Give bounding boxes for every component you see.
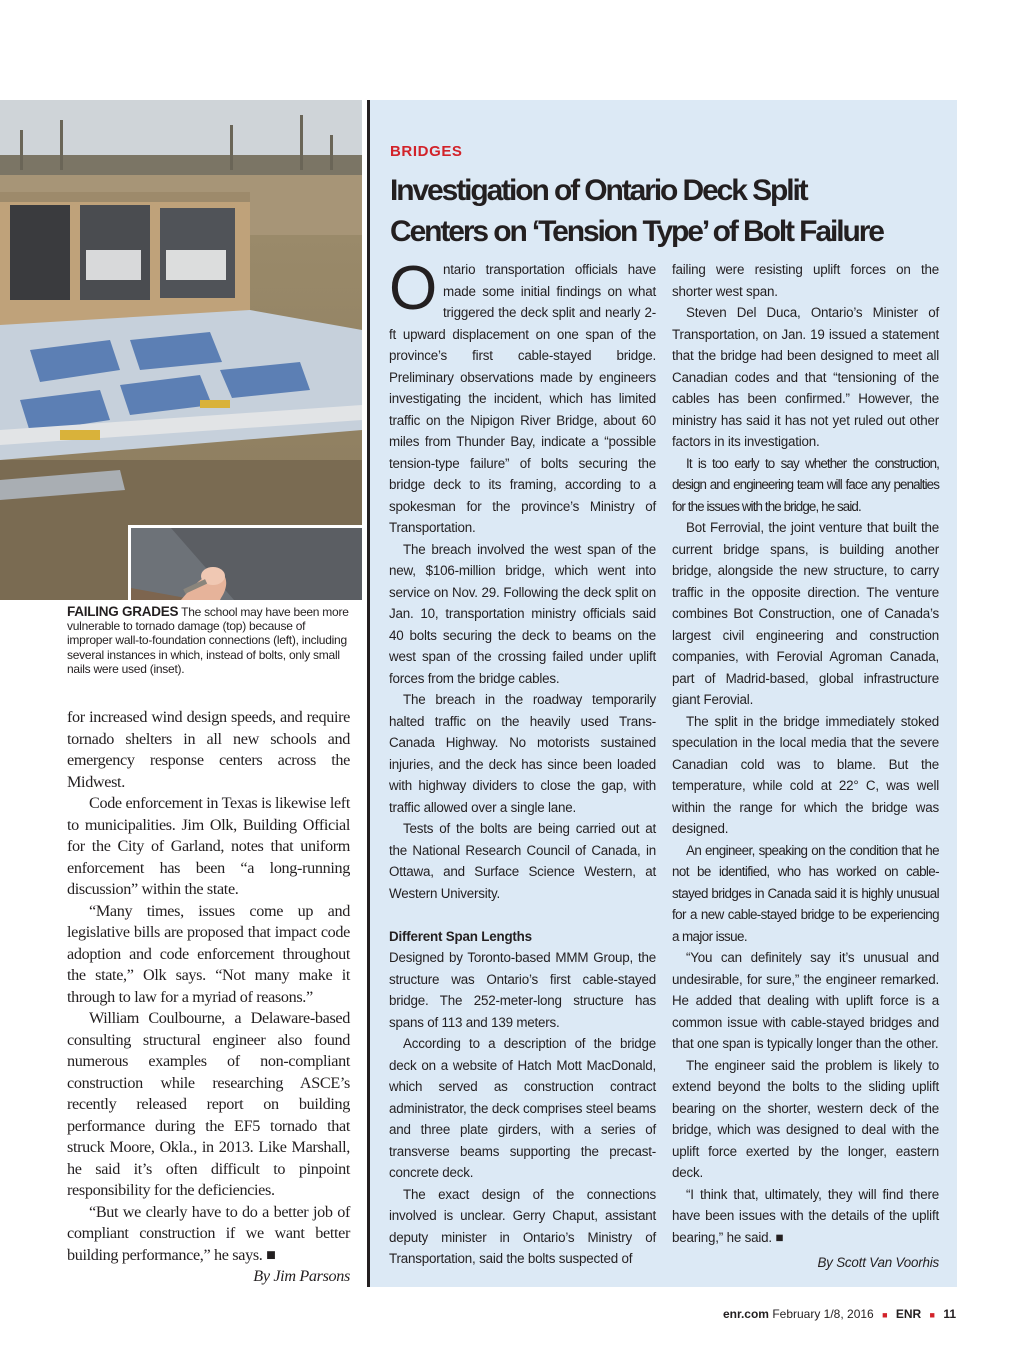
sidebar-paragraph: It is too early to say whether the construction, design and engineering team will face any penalties for the issues with the bridge, he said.	[672, 455, 939, 514]
sidebar-paragraph: Steven Del Duca, Ontario’s Minister of Transportation, on Jan. 19 issued a statement that the bridge had been designed to meet all Canadian codes and that “tensioning of the cables has been confirmed.” However, the ministry has said it has not yet ruled out other factors in its investigation.	[672, 305, 939, 449]
lead-text: ntario transportation officials have made some initial findings on what triggered the deck split and nearly 2-ft upward displacement on one span of the province’s first cable-stayed bridge. Preliminary observations made by engineers investigating the incident, which has limited traffic on the Nipigon River Bridge, about 60 miles from Thunder Bay, indicate a “possible tension-type failure” of bolts securing the bridge deck to its framing, according to a spokesman for the province’s Ministry of Transportation.	[389, 262, 656, 535]
sidebar-paragraph: An engineer, speaking on the condition that he not be identified, who has worked on cable-stayed bridges in Canada said it is highly unusual for a new cable-stayed bridge to be experiencing a major issue.	[672, 842, 939, 944]
caption-body: The school may have been more vulnerable to tornado damage (top) because of improper wall-to-foundation connections (left), including several instances in which, instead of bolts, only small nails were used (inset).	[67, 605, 349, 676]
sidebar-paragraph: The split in the bridge immediately stoked speculation in the local media that the severe Canadian cold was to blame. But the temperature, while cold at 22° C, was well within the range for which the bridge was designed.	[672, 713, 939, 836]
photo-caption	[67, 605, 352, 676]
nail-in-hand-photo-icon	[131, 528, 362, 600]
sidebar-column-2	[672, 259, 939, 1274]
drop-cap: O	[389, 254, 438, 323]
story-paragraph: “But we clearly have to do a better job of compliant construction if we want better building performance,” he says. ■	[67, 1202, 350, 1264]
story-byline: By Jim Parsons	[253, 1267, 350, 1285]
sidebar-column-1	[389, 254, 656, 1270]
sidebar-paragraph: The engineer said the problem is likely to extend beyond the bolts to the sliding uplift bearing on the shorter, western deck of the bridge, which was designed to deal with the uplift force exerted by the longer, eastern deck.	[672, 1057, 939, 1180]
sidebar-paragraph: Tests of the bolts are being carried out at the National Research Council of Canada, in Ottawa, and Surface Science Western, at Western University.	[389, 821, 656, 901]
sidebar-kicker: BRIDGES	[390, 143, 463, 160]
story-paragraph: “Many times, issues come up and legislative bills are proposed that impact code adoption and code enforcement throughout the state,” Olk says. “Not many make it through to law for a myriad of reasons.”	[67, 901, 350, 1006]
sidebar-subhead: Different Span Lengths	[389, 928, 532, 944]
sidebar-paragraph	[389, 254, 656, 539]
story-paragraph: Code enforcement in Texas is likewise left to municipalities. Jim Olk, Building Official for the City of Garland, notes that uniform enforcement has been “a long-running discussion” within the state.	[67, 794, 350, 898]
headline-line-2: Centers on ‘Tension Type’ of Bolt Failure	[390, 215, 883, 248]
sidebar-paragraph: The breach involved the west span of the new, $106-million bridge, which went into service on Nov. 29. Following the deck split on Jan. 10, transportation ministry officials said 40 bolts securing the deck to beams on the west span of the crossing failed under uplift forces from the bridge cables.	[389, 541, 656, 686]
footer-site: enr.com	[722, 1307, 769, 1321]
sidebar-paragraph: “You can definitely say it’s unusual and undesirable, for sure,” the engineer remarked. He added that dealing with uplift force is a common issue with cable-stayed bridges and that one span is typically longer than the other.	[672, 950, 939, 1051]
story-paragraph: William Coulbourne, a Delaware-based consulting structural engineer also found numerous examples of non-compliant construction while researching ASCE’s recently released report on building performance during the EF5 tornado that struck Moore, Okla., in 2013. Like Marshall, he said it’s often difficult to pinpoint responsibility for the deficiencies.	[67, 1009, 350, 1199]
page-footer	[723, 1307, 956, 1321]
sidebar-paragraph: The breach in the roadway temporarily halted traffic on the heavily used Trans-Canada Highway. No motorists sustained injuries, and the deck has since been loaded with highway dividers to close the gap, with traffic allowed over a single lane.	[389, 692, 656, 815]
footer-magazine: ENR	[895, 1307, 922, 1321]
footer-separator: ■	[882, 1310, 888, 1320]
caption-head: FAILING GRADES	[67, 604, 179, 619]
story-paragraph: for increased wind design speeds, and require tornado shelters in all new schools and emergency response centers across the Midwest.	[67, 708, 350, 791]
sidebar-paragraph: failing were resisting uplift forces on the shorter west span.	[672, 262, 939, 299]
sidebar-paragraph: Designed by Toronto-based MMM Group, the structure was Ontario’s first cable-stayed bridge. The 252-meter-long structure has spans of 113 and 139 meters.	[389, 950, 656, 1030]
sidebar-headline	[390, 170, 950, 252]
sidebar-paragraph: “I think that, ultimately, they will find there have been issues with the details of the uplift bearing,” he said. ■	[672, 1186, 939, 1245]
sidebar-paragraph: The exact design of the connections involved is unclear. Gerry Chaput, assistant deputy minister in Ontario’s Ministry of Transportation, said the bolts suspected of	[389, 1186, 656, 1266]
footer-separator: ■	[929, 1310, 935, 1320]
sidebar-paragraph: Bot Ferrovial, the joint venture that built the current bridge spans, is building another bridge, alongside the new structure, to carry traffic in the opposite direction. The venture combines Bot Construction, one of Canada’s largest civil engineering and construction companies, with Ferovial Agroman Canada, part of Madrid-based, global infrastructure giant Ferovial.	[672, 520, 939, 707]
footer-page-number: 11	[943, 1307, 956, 1321]
sidebar-paragraph: According to a description of the bridge deck on a website of Hatch Mott MacDonald, which served as construction contract administrator, the deck comprises steel beams and three plate girders, with a series of transverse beams supporting the precast-concrete deck.	[389, 1036, 656, 1180]
sidebar-byline: By Scott Van Voorhis	[817, 1255, 939, 1270]
headline-line-1: Investigation of Ontario Deck Split	[390, 174, 807, 207]
nail-inset-photo	[128, 525, 362, 600]
footer-date: February 1/8, 2016	[772, 1307, 874, 1321]
main-story-column	[67, 707, 350, 1288]
tornado-damage-photo	[0, 100, 362, 600]
